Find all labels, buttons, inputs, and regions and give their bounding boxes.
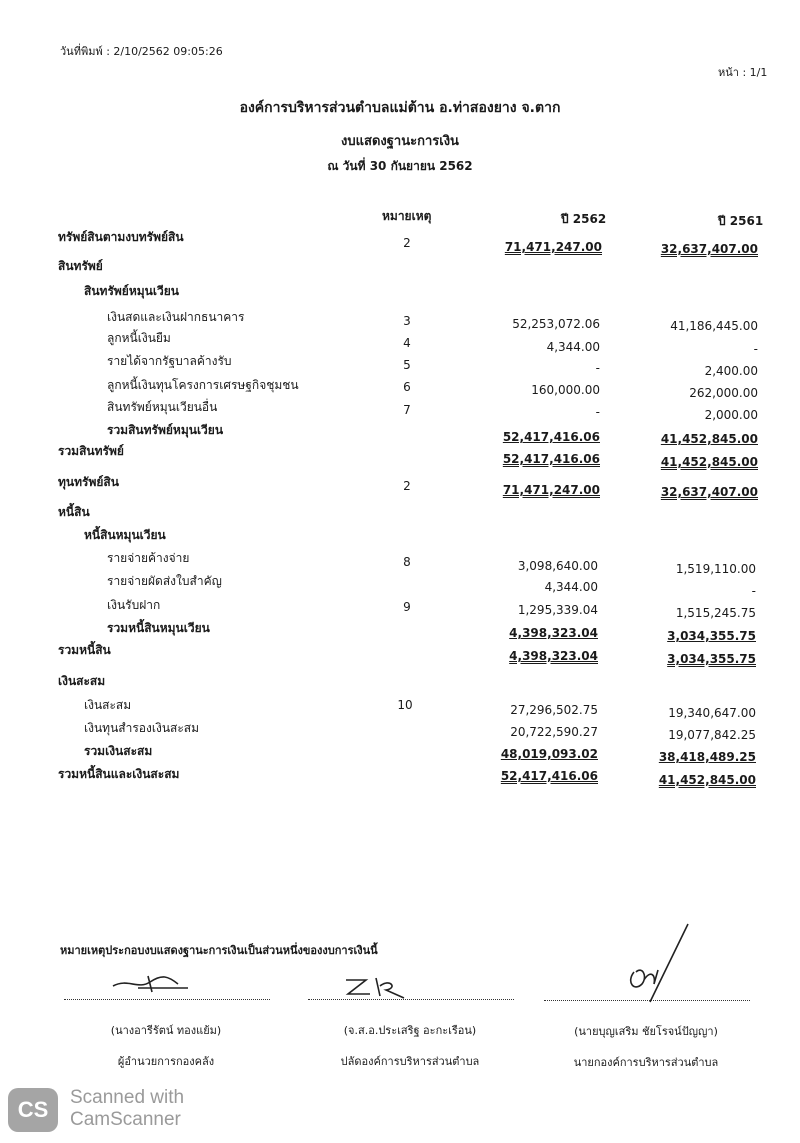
subtotal-label: รวมสินทรัพย์หมุนเวียน: [107, 423, 224, 437]
grand-total-value-2561: 41,452,845.00: [658, 773, 756, 787]
row-label: รายจ่ายค้างจ่าย: [107, 551, 190, 565]
signatory-1-name: (นางอารีรัตน์ ทองแย้ม): [110, 1024, 222, 1037]
subtotal-value-2561: 38,418,489.25: [658, 750, 756, 764]
total-value-2561: 3,034,355.75: [667, 652, 756, 666]
total-label: รวมสินทรัพย์: [58, 444, 124, 458]
row-label: ทรัพย์สินตามงบทรัพย์สิน: [58, 230, 184, 244]
row-value-2561: 32,637,407.00: [660, 242, 758, 256]
row-label: เงินสะสม: [84, 698, 132, 712]
row-label: เงินสดและเงินฝากธนาคาร: [107, 310, 245, 324]
row-value-2561: 32,637,407.00: [660, 485, 758, 499]
row-note: 8: [403, 555, 411, 569]
row-value-2562: 3,098,640.00: [517, 559, 598, 573]
row-note: 9: [403, 600, 411, 614]
signatory-3-name: (นายบุญเสริม ชัยโรจน์ปัญญา): [574, 1025, 718, 1038]
row-value-2562: 4,344.00: [546, 340, 600, 354]
section-heading: หนี้สิน: [58, 505, 90, 519]
row-note: 4: [403, 336, 411, 350]
row-value-2561: 1,515,245.75: [675, 606, 756, 620]
row-value-2562: 52,253,072.06: [512, 317, 600, 331]
signature-line-1: [64, 998, 270, 1000]
statement-title: งบแสดงฐานะการเงิน: [341, 134, 459, 149]
signature-line-3: [544, 999, 750, 1001]
row-value-2562: 27,296,502.75: [510, 703, 598, 717]
row-note: 5: [403, 358, 411, 372]
signatory-2-title: ปลัดองค์การบริหารส่วนตำบล: [340, 1055, 480, 1068]
subsection-heading: หนี้สินหมุนเวียน: [84, 528, 166, 542]
row-value-2561: 2,400.00: [704, 364, 758, 378]
row-value-2561: 41,186,445.00: [670, 319, 758, 333]
row-note: 2: [403, 236, 411, 250]
subtotal-value-2562: 4,398,323.04: [509, 626, 598, 640]
row-value-2562: 1,295,339.04: [517, 603, 598, 617]
row-value-2562: -: [595, 405, 600, 419]
total-label: รวมหนี้สิน: [58, 643, 111, 657]
col-header-note: หมายเหตุ: [382, 209, 432, 223]
section-heading: สินทรัพย์: [58, 259, 103, 273]
row-value-2562: 71,471,247.00: [502, 483, 600, 497]
row-value-2562: -: [595, 361, 600, 375]
row-value-2561: 19,340,647.00: [668, 706, 756, 720]
signatory-1-title: ผู้อำนวยการกองคลัง: [117, 1055, 215, 1068]
total-value-2562: 52,417,416.06: [502, 452, 600, 466]
grand-total-label: รวมหนี้สินและเงินสะสม: [58, 767, 180, 781]
row-label: ลูกหนี้เงินยืม: [107, 331, 171, 345]
row-value-2562: 20,722,590.27: [510, 725, 598, 739]
row-label: เงินทุนสำรองเงินสะสม: [84, 721, 200, 735]
print-date: วันที่พิมพ์ : 2/10/2562 09:05:26: [60, 45, 223, 58]
row-value-2561: 1,519,110.00: [675, 562, 756, 576]
col-header-2561: ปี 2561: [718, 214, 764, 228]
camscanner-logo-icon: CS: [8, 1088, 58, 1132]
subtotal-value-2561: 3,034,355.75: [667, 629, 756, 643]
org-title: องค์การบริหารส่วนตำบลแม่ต้าน อ.ท่าสองยาง จ.ตาก: [239, 100, 561, 116]
signature-1-scribble: [108, 968, 198, 998]
row-note: 6: [403, 380, 411, 394]
row-label: รายจ่ายผัดส่งใบสำคัญ: [107, 574, 222, 588]
subtotal-label: รวมเงินสะสม: [84, 744, 153, 758]
row-value-2561: -: [753, 342, 758, 356]
row-label: ทุนทรัพย์สิน: [58, 475, 119, 489]
row-value-2562: 71,471,247.00: [504, 240, 602, 254]
row-value-2561: -: [751, 584, 756, 598]
subtotal-value-2561: 41,452,845.00: [660, 432, 758, 446]
row-value-2561: 2,000.00: [704, 408, 758, 422]
row-note: 3: [403, 314, 411, 328]
subtotal-label: รวมหนี้สินหมุนเวียน: [107, 621, 210, 635]
total-value-2561: 41,452,845.00: [660, 455, 758, 469]
watermark-line-1: Scanned with: [70, 1087, 185, 1108]
row-note: 7: [403, 403, 411, 417]
watermark-line-2: CamScanner: [70, 1109, 181, 1130]
section-heading: เงินสะสม: [58, 674, 106, 688]
subtotal-value-2562: 52,417,416.06: [502, 430, 600, 444]
row-value-2561: 19,077,842.25: [668, 728, 756, 742]
col-header-2562: ปี 2562: [561, 212, 607, 226]
row-label: ลูกหนี้เงินทุนโครงการเศรษฐกิจชุมชน: [107, 378, 299, 392]
row-note: 10: [397, 698, 413, 712]
page-number: หน้า : 1/1: [718, 66, 768, 79]
row-note: 2: [403, 479, 411, 493]
subsection-heading: สินทรัพย์หมุนเวียน: [84, 284, 179, 298]
row-label: เงินรับฝาก: [107, 598, 161, 612]
camscanner-watermark: [70, 1087, 184, 1131]
row-label: สินทรัพย์หมุนเวียนอื่น: [107, 400, 218, 414]
signatory-3-title: นายกองค์การบริหารส่วนตำบล: [573, 1056, 719, 1069]
statement-footnote: หมายเหตุประกอบงบแสดงฐานะการเงินเป็นส่วนหนึ่งของงบการเงินนี้: [60, 944, 378, 957]
row-value-2562: 160,000.00: [531, 383, 600, 397]
row-label: รายได้จากรัฐบาลค้างรับ: [107, 354, 232, 368]
row-value-2562: 4,344.00: [544, 580, 598, 594]
statement-date: ณ วันที่ 30 กันยายน 2562: [327, 159, 473, 173]
subtotal-value-2562: 48,019,093.02: [500, 747, 598, 761]
row-value-2561: 262,000.00: [689, 386, 758, 400]
signature-line-2: [308, 998, 514, 1000]
signatory-2-name: (จ.ส.อ.ประเสริฐ อะกะเรือน): [343, 1024, 477, 1037]
grand-total-value-2562: 52,417,416.06: [500, 769, 598, 783]
total-value-2562: 4,398,323.04: [509, 649, 598, 663]
